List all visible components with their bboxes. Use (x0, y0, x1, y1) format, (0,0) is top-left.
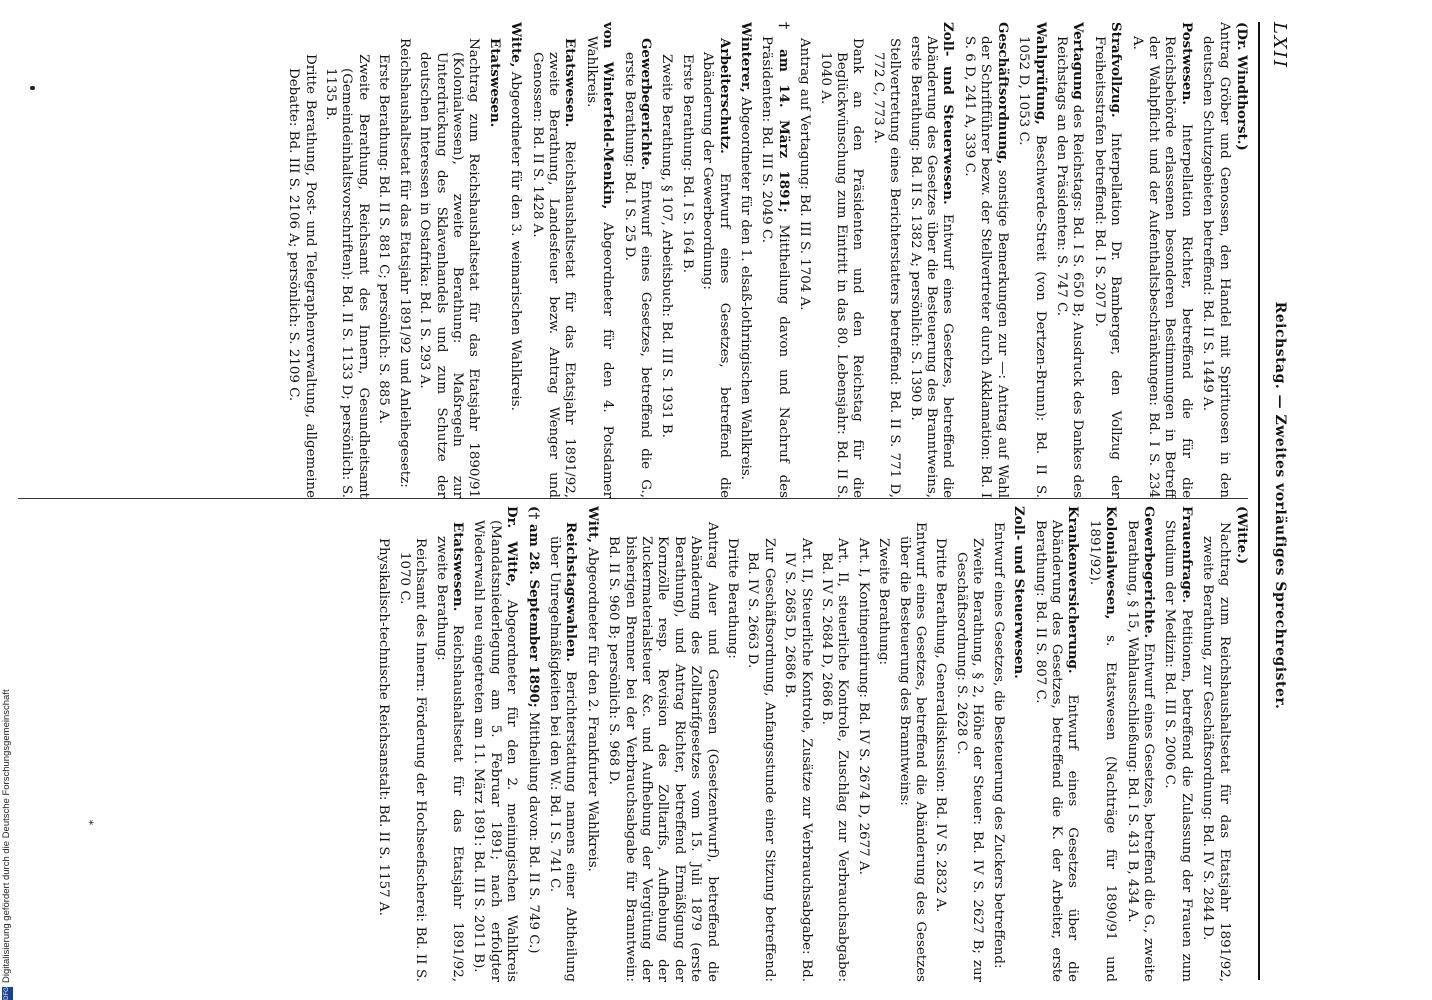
index-entry (416, 22, 482, 498)
footer-strip (0, 600, 14, 1000)
entry-term: Gewerbegerichte. (1140, 506, 1157, 639)
entry-term: Krankenversicherung. (1065, 506, 1082, 674)
index-entry (989, 506, 1005, 982)
running-title: Reichstag. — Zweites vorläufiges Sprechregister. (1272, 301, 1288, 710)
page-number: LXII (1269, 22, 1291, 69)
index-entry (1123, 506, 1157, 982)
entry-text: Erste Berathung: Bd. II S. 881 C; persönlich: S. 885 A. (376, 54, 392, 425)
entry-text: Mittheilung davon und Nachruf des Präsidenten: Bd. III S. 2049 C. (759, 36, 791, 498)
entry-text: Entwurf eines Gesetzes, betreffend die Abänderung des Gesetzes über die Besteuerung des Branntweins: (896, 522, 929, 982)
index-entry (816, 22, 865, 498)
index-entry (620, 22, 654, 498)
entry-term: Wahlprüfung, (1032, 22, 1049, 125)
index-entry (546, 506, 580, 982)
entry-term: Witt, (584, 506, 601, 543)
index-entry (1161, 506, 1195, 982)
index-entry (818, 506, 851, 982)
entry-text: Entwurf eines Gesetzes, betreffend die G., zweite Berathung, § 15, Wahlausschließung: Bd. I S. 431 B, 434 A. (1124, 520, 1156, 982)
column-divider (18, 498, 1248, 499)
entry-text: Antrag Gröber und Genossen, den Handel mit Spirituosen in den deutschen Schutzgebieten betreffend: Bd. II S. 1449 A. (1200, 22, 1232, 498)
entry-term: Zoll- und Steuerwesen. (1011, 506, 1028, 679)
entry-text: Zur Geschäftsordnung, Anfangsstunde einer Sitzung betreffend: Bd. IV S. 2663 D. (745, 538, 777, 982)
index-entry (875, 506, 891, 982)
index-entry (724, 506, 740, 982)
entry-text: Entwurf eines Gesetzes, betreffend die Abänderung der Gewerbeordnung: (700, 52, 732, 498)
index-entry (699, 22, 733, 498)
entry-text: sonstige Bemerkungen zur —: Antrag auf Wahl der Schriftführer bezw. der Stellvertreter durch Akklamation: Bd. I S. 6 D, 241 A, 339 C. (961, 36, 1010, 498)
index-entry (1031, 506, 1081, 982)
entry-text: Petitionen, betreffend die Zulassung der Frauen zum Studium der Medizin: Bd. III S. 2006 C. (1162, 520, 1194, 982)
entry-text: Interpellation Dr. Bamberger, den Vollzug der Freiheitsstrafen betreffend: Bd. I S. 207 D. (1091, 36, 1124, 498)
entry-text: Antrag auf Vertagung: Bd. III S. 1704 A. (797, 38, 813, 311)
entry-text: Zweite Berathung: (876, 538, 892, 666)
entry-text: Zweite Berathung, Reichsamt des Innern, Gesundheitsamt (Gemeindeinhaltsvorschriften): Bd. II S. 1133 D; persönlich: S. 1135 B. (323, 54, 371, 498)
entry-term: Etatswesen. (486, 38, 503, 128)
index-entry (961, 22, 1011, 498)
entry-text: Stellvertretung eines Berichterstatters betreffend: Bd. II S. 771 D, 772 C, 773 A. (870, 38, 903, 498)
entry-text: Mittheilung davon: Bd. II S. 749 C.) (525, 711, 541, 954)
entry-text: Entwurf eines Gesetzes über die Abänderung des Gesetzes, betreffend die K. der Arbeiter, erste Berathung: Bd. II S. 807 C. (1032, 520, 1081, 982)
index-entry (1015, 22, 1049, 498)
entry-text: Art. I, Kontingentirung: Bd. IV S. 2674 D, 2677 A. (855, 538, 871, 875)
index-entry (906, 22, 956, 498)
entry-text: Physikalisch-technische Reichsanstalt: Bd. II S. 1157 A. (376, 538, 392, 916)
entry-text: Reichshaushaltsetat für das Etatsjahr 1891/92, zweite Berathung: (433, 536, 465, 982)
entry-text: Dritte Berathung, Post- und Telegraphenverwaltung, allgemeine Debatte: Bd. III S. 2106 A; persönlich: S. 2109 C. (286, 54, 318, 498)
index-entry (1090, 22, 1124, 498)
entry-text: Dritte Berathung, Generaldiskussion: Bd. IV S. 2832 A. (933, 538, 949, 913)
entry-term: († am 28. September 1890; (525, 506, 542, 708)
index-entry (869, 22, 902, 498)
entry-text: Interpellation Richter, betreffend die für die Reichsbehörde erlassenen besonderen Bestimmungen in Betreff der Wahlpflicht und der Aufenthaltsbeschränkungen: Bd. I S. 234 A. (1129, 36, 1194, 498)
index-entry (658, 22, 674, 498)
index-entry (1199, 22, 1232, 498)
entry-text: Nachtrag zum Reichshaushaltsetat für das Etatsjahr 1890/91 (Kolonialwesen), zweite Berathung: Maßregeln zur Unterdrückung des Sklavenhandels und zum Schutze der deutschen Interessen in Ostafrika: Bd. I S. 293 A. (417, 38, 482, 498)
entry-term: Gewerbegerichte. (638, 38, 654, 171)
entry-term: Geschäftsordnung, (994, 22, 1011, 165)
entry-term: Vertagung (1070, 22, 1087, 100)
index-entry (285, 22, 318, 498)
index-entry (432, 506, 466, 982)
index-entry (524, 506, 541, 982)
index-entry (375, 22, 391, 498)
footer-credit (0, 600, 14, 1000)
index-entry (528, 22, 578, 498)
index-entry (758, 22, 792, 498)
entry-text: Entwurf eines Gesetzes, betreffend die Abänderung des Gesetzes über die Besteuerung des Branntweins, erste Berathung: Bd. II S. 1382 A; persönlich: S. 1390 B. (907, 36, 956, 498)
left-entries (285, 22, 1232, 498)
page-header (1260, 22, 1300, 982)
entry-text: Erste Berathung: Bd. I S. 164 B. (679, 54, 695, 273)
entry-text: Beschwerde-Streit (von Dertzen-Brunn): Bd. II S. 1052 D, 1053 C. (1016, 36, 1048, 498)
entry-term: Arbeiterschutz. (716, 38, 733, 154)
entry-term: Reichstagswahlen. (563, 522, 580, 662)
right-entries (375, 506, 1232, 982)
index-entry (485, 22, 502, 498)
entry-text: Abgeordneter für den 4. Potsdamer Wahlkreis. (583, 36, 616, 498)
entry-term: Etatswesen. (449, 522, 466, 612)
index-entry (582, 22, 616, 498)
scan-speck (30, 86, 35, 90)
entry-term: Frauenfrage. (1178, 506, 1195, 604)
index-entry (395, 22, 411, 498)
index-entry (737, 22, 754, 498)
entry-text: Abgeordneter für den 3. weimarischen Wahlkreis. (508, 71, 524, 411)
index-entry (322, 22, 371, 498)
index-entry (744, 506, 777, 982)
entry-text: Nachtrag zum Reichshaushaltsetat für das Etatsjahr 1891/92, zweite Berathung, zur Geschäftsordnung: Bd. IV S. 2844 D. (1200, 522, 1232, 982)
entry-text: s. Etatswesen (Nachträge für 1890/91 und 1891/92). (1086, 520, 1119, 982)
entry-text: Dritte Berathung: (725, 538, 741, 659)
entry-term: Postwesen. (1178, 22, 1195, 105)
index-entry (953, 506, 986, 982)
left-column (10, 22, 1250, 498)
entry-text: Reichshaushaltsetat für das Etatsjahr 1891/92 und Anleihegesetz: (396, 38, 412, 488)
entry-text: Reichsamt des Innern: Förderung der Hochseefischerei: Bd. II S. 1070 C. (396, 538, 429, 982)
entry-term: Winterer, (738, 22, 755, 93)
header-rule (1258, 22, 1260, 980)
index-entry (605, 506, 720, 982)
entry-term: Strafvollzug. (1108, 22, 1125, 118)
entry-term: von Winterfeld-Menkin, (600, 22, 617, 210)
index-entry (932, 506, 948, 982)
index-entry (854, 506, 870, 982)
entry-text: Abgeordneter für den 1. elsaß-lothringischen Wahlkreis. (738, 96, 754, 481)
continuation-note: (Dr. Windthorst.) (1234, 22, 1250, 151)
entry-term: Etatswesen. (562, 38, 579, 128)
index-entry (895, 506, 928, 982)
entry-text: des Reichstags: Bd. I S. 650 B; Ausdruck des Dankes des Reichstags an den Präsidenten: S. 747 C. (1053, 36, 1086, 498)
entry-text: Dank an den Präsidenten und den Reichstag für die Beglückwünschung zum Eintritt in das 80. Lebensjahr: Bd. II S. 1040 A. (817, 38, 866, 498)
entry-text: Entwurf eines Gesetzes, betreffend die G., erste Berathung: Bd. I S. 25 D. (621, 52, 653, 498)
index-entry (470, 506, 520, 982)
continuation-note: (Witte.) (1234, 506, 1250, 565)
entry-text: Art. II, Steuerliche Kontrole, Zusätze zur Verbrauchsabgabe: Bd. IV S. 2685 D, 2686 B. (782, 538, 814, 982)
index-entry (678, 22, 694, 498)
index-entry (375, 506, 391, 982)
entry-term: Kolonialwesen, (1103, 506, 1120, 620)
index-entry (781, 506, 814, 982)
index-entry (395, 506, 428, 982)
index-entry (1128, 22, 1195, 498)
entry-text: Abgeordneter für den 2. meiningischen Wahlkreis (Mandatsniederlegung am 5. Februar 1891; nach erfolgter Wiederwahl neu eingetreten am 11. März 1891: Bd. III S. 2011 B). (471, 520, 520, 982)
index-entry (507, 22, 524, 498)
entry-text: Entwurf eines Gesetzes, die Besteuerung des Zuckers betreffend: (990, 522, 1006, 969)
entry-text: Zweite Berathung, § 2, Höhe der Steuer: Bd. IV S. 2627 B; zur Geschäftsordnung: S. 2628 C. (953, 538, 986, 982)
entry-term: Witte, (508, 22, 525, 68)
index-entry (1199, 506, 1232, 982)
index-entry (1085, 506, 1119, 982)
entry-term: † am 14. März 1891; (775, 22, 792, 213)
dfg-logo-icon: DFG (2, 987, 13, 1000)
entry-text: Art. II, steuerliche Kontrole, Zuschlag zur Verbrauchsabgabe: Bd. IV S. 2684 D, 2686 B. (819, 538, 851, 982)
entry-term: Zoll- und Steuerwesen. (940, 22, 957, 205)
entry-text: Reichshaushaltsetat für das Etatsjahr 1891/92, zweite Berathung, Landesfeuer bezw. Antrag Wenger und Genossen: Bd. II S. 1428 A. (529, 52, 578, 498)
entry-text: Abgeordneter für den 2. Frankfurter Wahlkreis. (584, 547, 600, 872)
star-mark: * (83, 820, 94, 825)
right-column (10, 506, 1250, 982)
entry-text: Antrag Auer und Genossen (Gesetzentwurf), betreffend die Abänderung des Zolltarifgesetzes vom 15. Juli 1879 (erste Berathung), und Antrag Richter, betreffend Ermäßigung der Kornzölle resp. Revision des Zolltarifs, Aufhebung der Zuckermaterialsteuer &c. und Aufhebung der Vergütung der bisherigen Brenner bei der Verbrauchsabgabe für Branntwein: Bd. II S. 960 B; persönlich: S. 968 D. (606, 522, 720, 982)
index-entry (1053, 22, 1087, 498)
index-entry (583, 506, 600, 982)
index-entry (796, 22, 812, 498)
index-entry (1010, 506, 1027, 982)
entry-text: Berichterstattung namens einer Abtheilung über Unregelmäßigkeiten bei den W.: Bd. I S. 741 C. (546, 536, 579, 982)
entry-term: Dr. Witte, (504, 506, 521, 587)
footer-credit-text: Digitalisierung gefördert durch die Deutsche Forschungsgemeinschaft (1, 689, 12, 983)
entry-text: Zweite Berathung, § 107, Arbeitsbuch: Bd. III S. 1931 B. (659, 54, 675, 438)
